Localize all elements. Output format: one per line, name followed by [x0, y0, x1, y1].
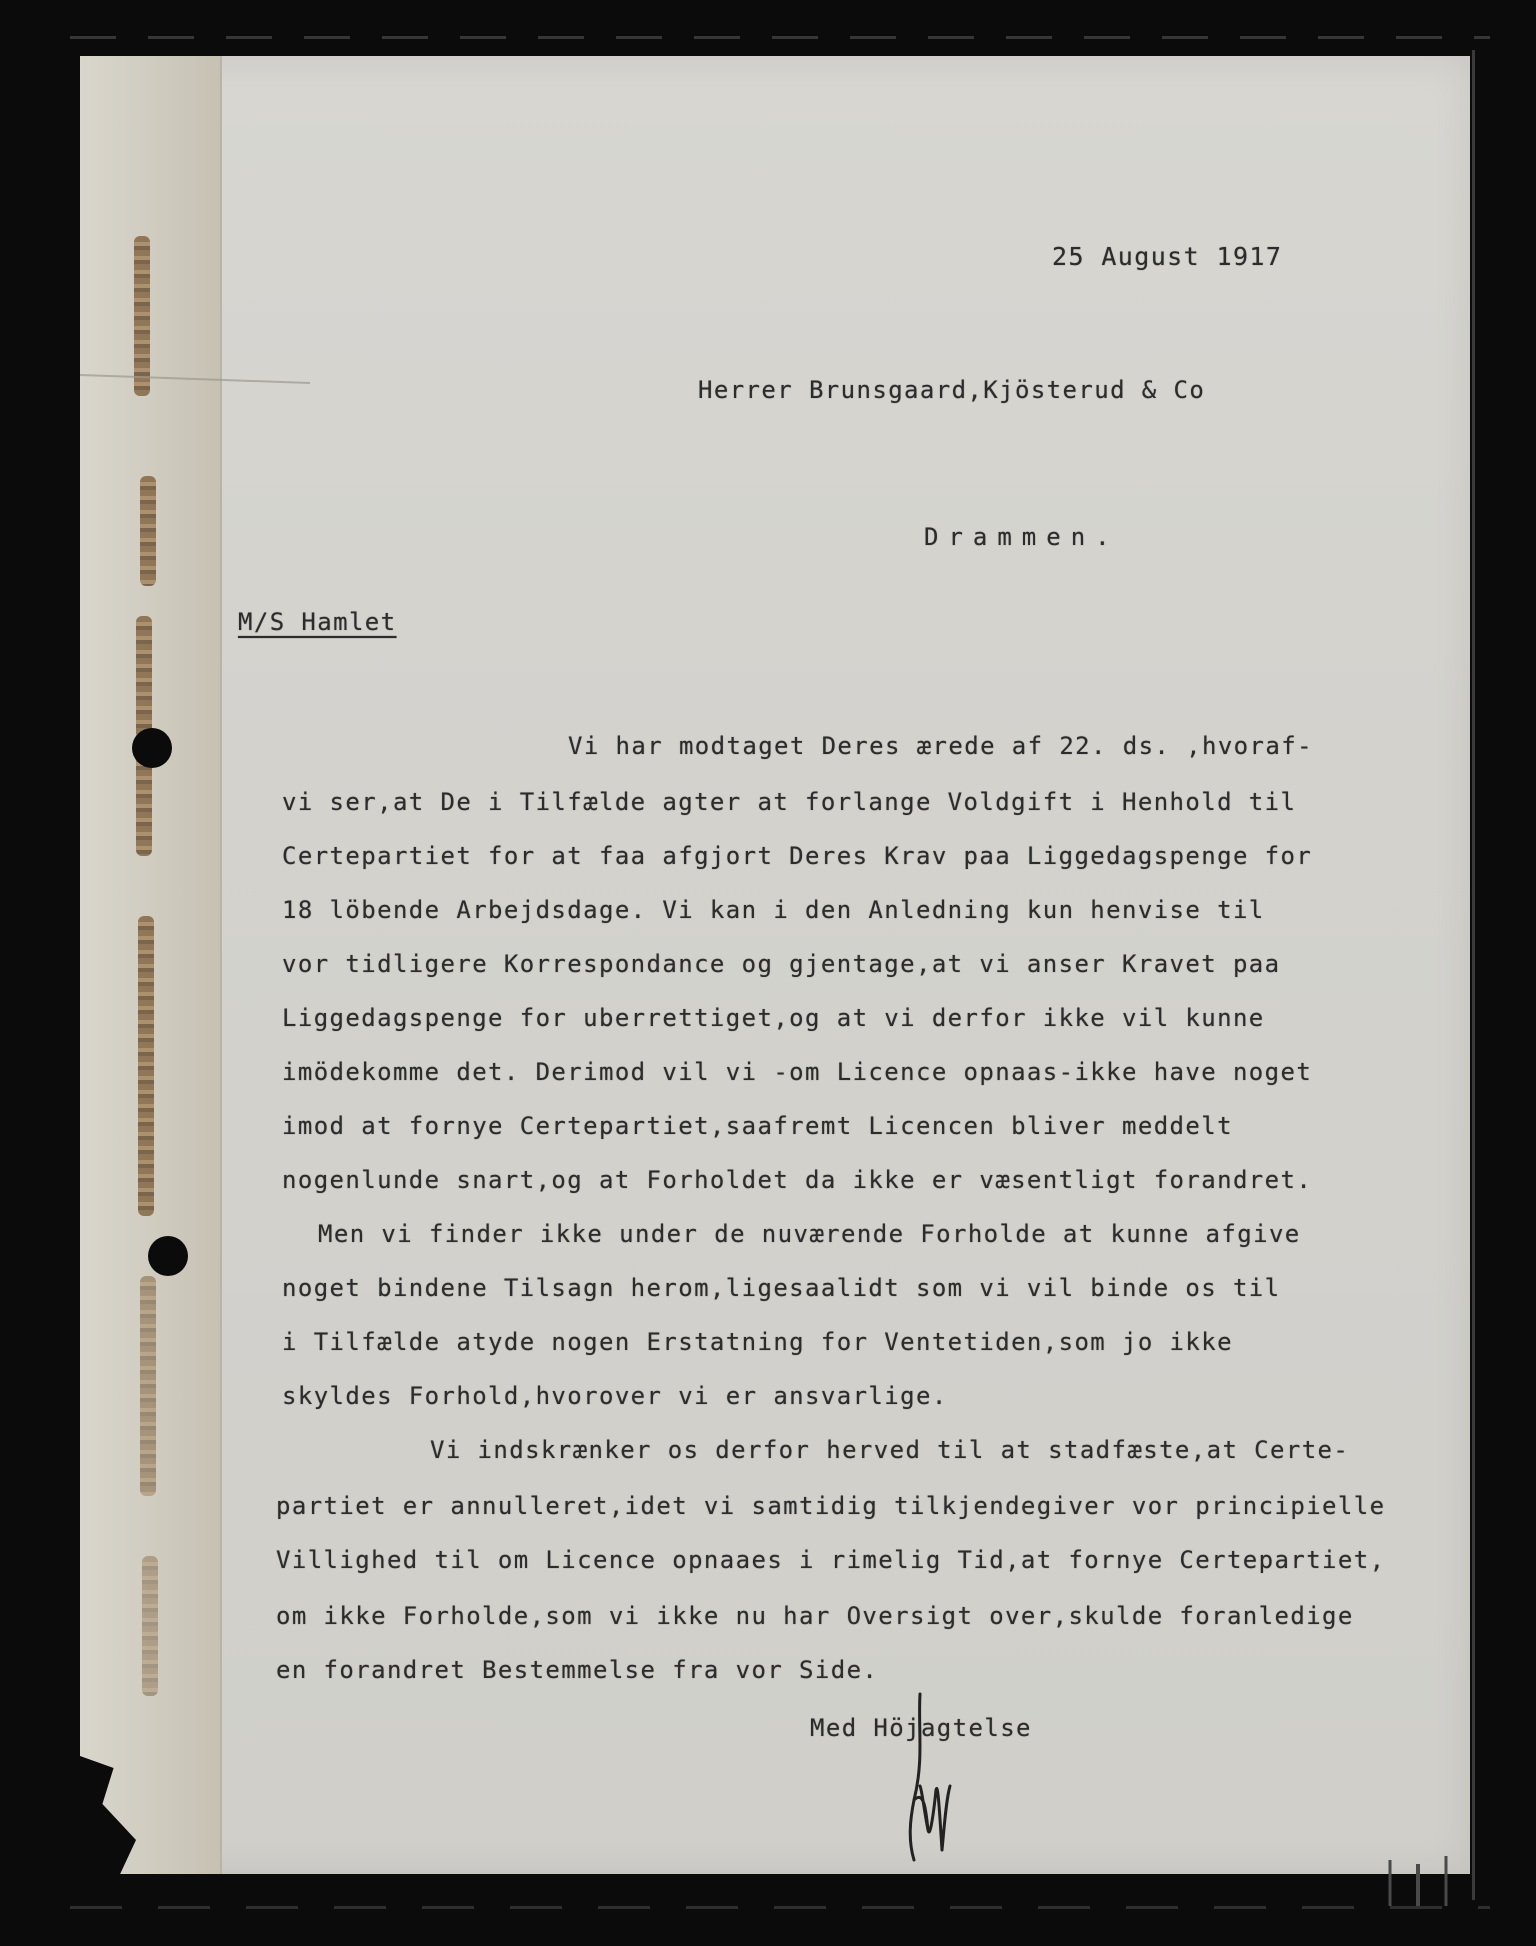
scanner-calibration-marks	[1360, 1850, 1480, 1910]
body-line: imödekomme det. Derimod vil vi -om Licence opnaas-ikke have noget	[282, 1058, 1313, 1086]
paper-tear	[80, 1756, 136, 1876]
body-line: i Tilfælde atyde nogen Erstatning for Ventetiden,som jo ikke	[282, 1328, 1233, 1356]
rust-stain	[134, 236, 150, 396]
body-line: Liggedagspenge for uberrettiget,og at vi derfor ikke vil kunne	[282, 1004, 1265, 1032]
punch-hole-lower	[148, 1236, 188, 1276]
body-line: Vi indskrænker os derfor herved til at stadfæste,at Certe-	[430, 1436, 1350, 1464]
body-line: 18 löbende Arbejdsdage. Vi kan i den Anledning kun henvise til	[282, 896, 1265, 924]
punch-hole-upper	[132, 728, 172, 768]
body-line: Vi har modtaget Deres ærede af 22. ds. ,hvoraf-	[568, 732, 1313, 760]
recipient-city: Drammen.	[924, 523, 1120, 551]
handwritten-signature	[884, 1690, 954, 1870]
body-line: Men vi finder ikke under de nuværende Forholde at kunne afgive	[318, 1220, 1301, 1248]
letter-date: 25 August 1917	[1052, 242, 1283, 271]
rust-stain	[140, 476, 156, 586]
body-line: noget bindene Tilsagn herom,ligesaalidt som vi vil binde os til	[282, 1274, 1281, 1302]
recipient-name: Herrer Brunsgaard,Kjösterud & Co	[698, 376, 1206, 404]
letter-closing: Med Höjagtelse	[810, 1714, 1032, 1742]
scanner-bottom-edge	[70, 1906, 1490, 1909]
rust-stain	[142, 1556, 158, 1696]
body-line: en forandret Bestemmelse fra vor Side.	[276, 1656, 879, 1684]
body-line: vor tidligere Korrespondance og gjentage,at vi anser Kravet paa	[282, 950, 1281, 978]
body-line: imod at fornye Certepartiet,saafremt Licencen bliver meddelt	[282, 1112, 1233, 1140]
body-line: Certepartiet for at faa afgjort Deres Krav paa Liggedagspenge for	[282, 842, 1313, 870]
binding-strip	[80, 56, 222, 1874]
body-line: skyldes Forhold,hvorover vi er ansvarlige.	[282, 1382, 948, 1410]
body-line: om ikke Forholde,som vi ikke nu har Oversigt over,skulde foranledige	[276, 1602, 1354, 1630]
body-line: Villighed til om Licence opnaaes i rimelig Tid,at fornye Certepartiet,	[276, 1546, 1386, 1574]
rust-stain	[140, 1276, 156, 1496]
letter-subject: M/S Hamlet	[238, 608, 397, 636]
body-line: nogenlunde snart,og at Forholdet da ikke er væsentligt forandret.	[282, 1166, 1313, 1194]
rust-stain	[138, 916, 154, 1216]
body-line: partiet er annulleret,idet vi samtidig tilkjendegiver vor principielle	[276, 1492, 1386, 1520]
scanner-top-edge	[70, 36, 1490, 39]
body-line: vi ser,at De i Tilfælde agter at forlange Voldgift i Henhold til	[282, 788, 1297, 816]
scanner-right-edge	[1472, 50, 1475, 1900]
